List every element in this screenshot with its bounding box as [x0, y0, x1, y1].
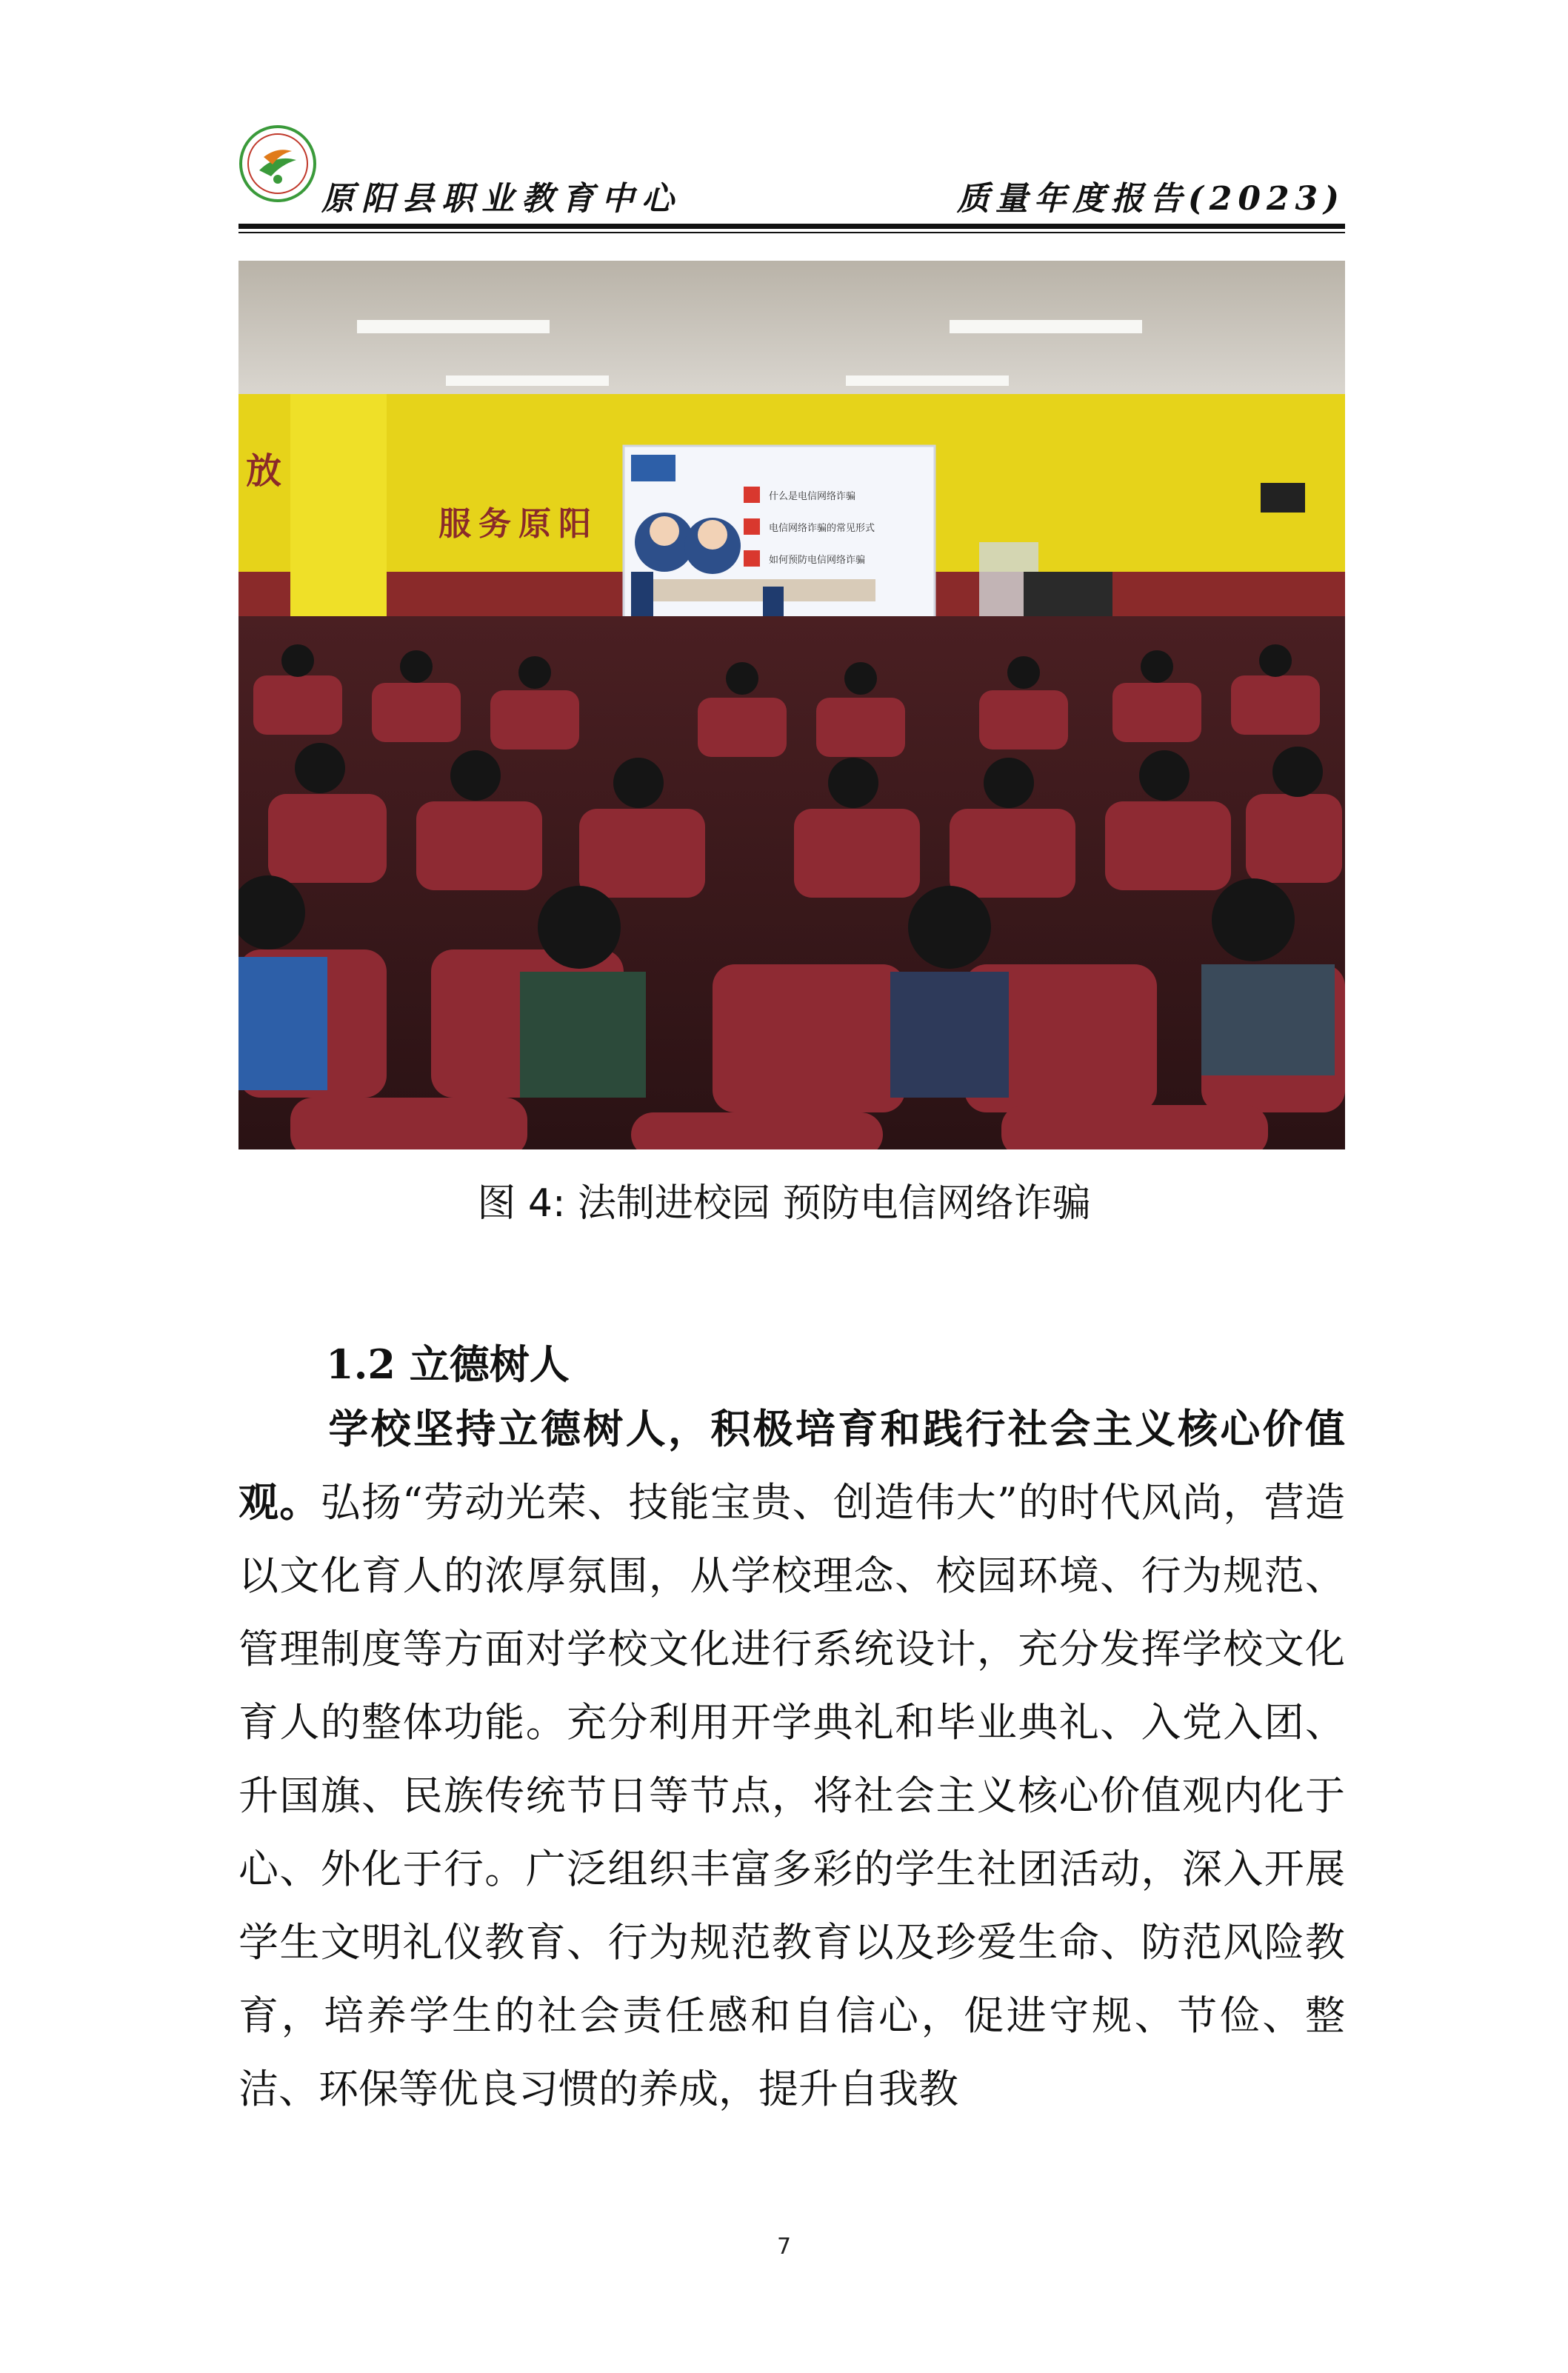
body-text: 弘扬“劳动光荣、技能宝贵、创造伟大”的时代风尚，营造以文化育人的浓厚氛围，从学校理念、校园环境、行为规范、管理制度等方面对学校文化进行系统设计，充分发挥学校文化育人的整体功能。充分利用开学典礼和毕业典礼、入党入团、升国旗、民族传统节日等节点，将社会主义核心价值观内化于心、外化于行。广泛组织丰富多彩的学生社团活动，深入开展学生文明礼仪教育、行为规范教育以及珍爱生命、防范风险教育，培养学生的社会责任感和自信心，促进守规、节俭、整洁、环保等优良习惯的养成，提升自我教	[238, 1479, 1345, 2112]
slide-item-1: 什么是电信网络诈骗	[769, 491, 856, 502]
lead-sentence: 学校坚持立德树人，积极培育和践行社会主义核心价值观。	[238, 1405, 1345, 1526]
school-emblem-icon	[238, 124, 317, 203]
header-rule-thin	[238, 232, 1345, 233]
figure-caption: 图 4: 法制进校园 预防电信网络诈骗	[477, 1181, 1091, 1226]
report-title: 质量年度报告(2023)	[956, 180, 1345, 218]
slide-item-3: 如何预防电信网络诈骗	[769, 555, 866, 566]
slide-item-2: 电信网络诈骗的常见形式	[769, 523, 875, 534]
header-rule-thick	[238, 224, 1345, 229]
lecture-hall-photo	[238, 261, 1345, 1149]
section-heading: 1.2 立德树人	[326, 1341, 570, 1388]
hall-sign-left: 放	[246, 450, 282, 492]
hall-sign-right: 服务原阳	[438, 505, 598, 543]
organization-name: 原阳县职业教育中心	[321, 180, 681, 218]
body-paragraph	[238, 1392, 1345, 2126]
page-header	[238, 124, 1345, 228]
page-number: 7	[776, 2234, 792, 2260]
